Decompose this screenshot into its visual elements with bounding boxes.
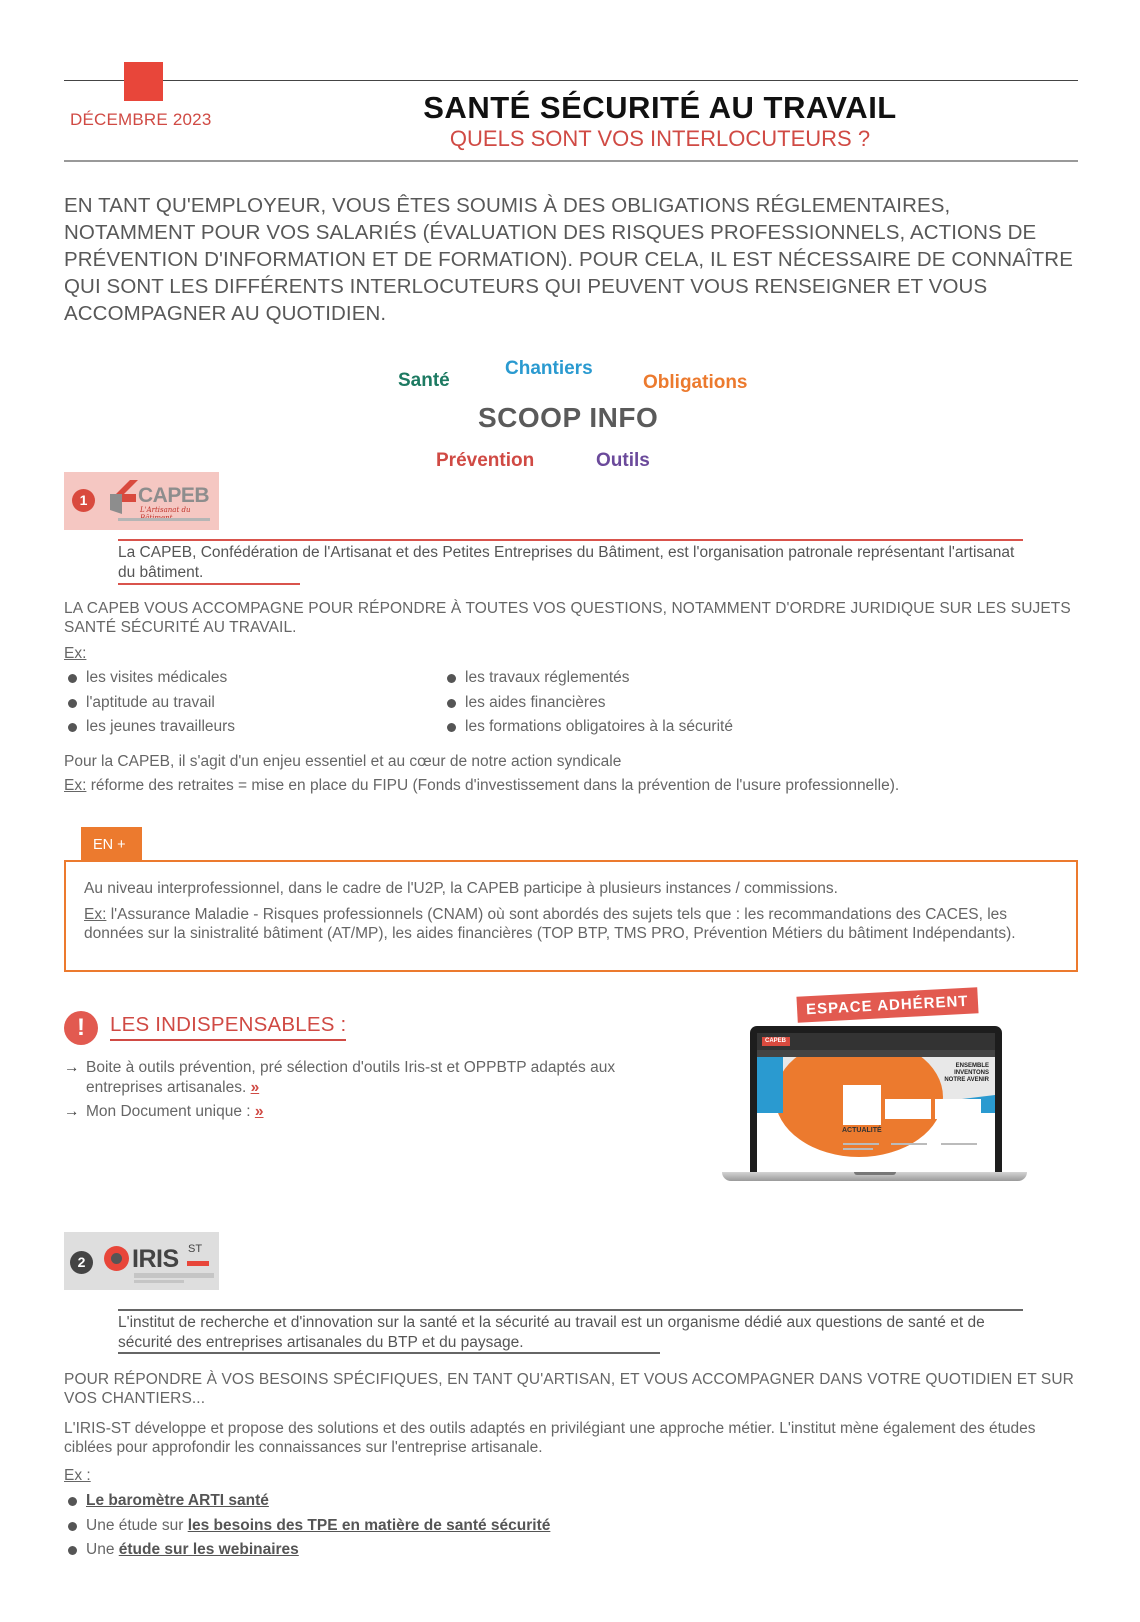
espace-adherent-badge: ESPACE ADHÉRENT	[796, 987, 978, 1022]
iris-ex-label: Ex :	[64, 1467, 91, 1484]
iris-logo-tagline	[134, 1280, 184, 1283]
screen-card	[843, 1085, 881, 1125]
boite-outils-link[interactable]: »	[250, 1079, 260, 1096]
capeb-quote-bottom-rule	[118, 583, 300, 585]
arrow-right-icon: →	[64, 1103, 80, 1120]
item-prefix: Une étude sur	[86, 1516, 188, 1534]
screen-text-line	[843, 1148, 873, 1150]
en-plus-line: Au niveau interprofessionnel, dans le cadre de l'U2P, la CAPEB participe à plusieurs instances / commissions.	[84, 880, 838, 897]
list-item	[64, 1102, 684, 1122]
section-number-badge: 2	[70, 1251, 93, 1274]
laptop-notch	[854, 1172, 896, 1175]
cloud-word-prevention: Prévention	[436, 450, 535, 471]
cloud-center-scoop-info: SCOOP INFO	[478, 402, 659, 433]
page-subtitle: QUELS SONT VOS INTERLOCUTEURS ?	[449, 126, 871, 151]
iris-eye-icon	[104, 1246, 129, 1271]
capeb-ex2-label: Ex:	[64, 777, 87, 794]
capeb-ex-label: Ex:	[64, 645, 87, 662]
screen-section-title: ACTUALITÉ	[842, 1127, 882, 1134]
capeb-bullets-right	[443, 666, 893, 740]
indispensable-text: Boite à outils prévention, pré sélection d'outils Iris-st et OPPBTP adaptés aux entreprises artisanales.	[86, 1059, 616, 1096]
capeb-logo-tagline: L'Artisanat du	[140, 506, 191, 514]
capeb-bullets-left	[64, 666, 424, 740]
list-item	[64, 1489, 764, 1514]
list-item: les travaux réglementés	[443, 666, 893, 691]
iris-description: L'IRIS-ST développe et propose des solutions et des outils adaptés en privilégiant une approche métier. L'institut mène également des études ciblées pour approfondir les connaissances sur l'entreprise artisanale.	[64, 1420, 1036, 1456]
cloud-word-obligations: Obligations	[643, 372, 748, 393]
list-item	[64, 1514, 764, 1539]
iris-st-logo	[64, 1232, 219, 1290]
screen-hero-text: ENSEMBLE INVENTONS NOTRE AVENIR	[944, 1063, 989, 1083]
en-plus-ex-text: l'Assurance Maladie - Risques professionnels (CNAM) où sont abordés des sujets tels que : les recommandations des CACES, les données sur la sinistralité bâtiment (AT/MP), les aides financières (TOP BTP, TMS PRO, Prévention Métiers du bâtiment Indépendants).	[84, 906, 1016, 942]
screen-card	[935, 1099, 981, 1119]
list-item	[64, 1058, 684, 1098]
iris-logo-bar	[187, 1261, 209, 1266]
list-item: les visites médicales	[64, 666, 424, 691]
en-plus-box	[64, 860, 1078, 972]
iris-examples	[64, 1489, 764, 1563]
indispensables-title: LES INDISPENSABLES :	[110, 1013, 346, 1041]
iris-quote-top-rule	[118, 1309, 1023, 1311]
en-plus-ex-label: Ex:	[84, 906, 107, 923]
screen-subnav	[757, 1050, 995, 1057]
exclamation-icon: !	[64, 1011, 98, 1045]
laptop-screen-frame	[750, 1026, 1002, 1172]
screen-text-line	[891, 1143, 927, 1145]
en-plus-example	[84, 905, 1060, 943]
screen-logo: CAPEB	[762, 1037, 790, 1046]
capeb-example	[64, 776, 1078, 795]
list-item: les formations obligatoires à la sécurité	[443, 715, 893, 740]
capeb-mark-icon	[108, 480, 142, 516]
iris-quote: L'institut de recherche et d'innovation sur la santé et la sécurité au travail est un organisme dédié aux questions de santé et de sécurité des entreprises artisanales du BTP et du paysage.	[118, 1314, 985, 1351]
screen-text-line	[843, 1143, 879, 1145]
etude-webinaires-link[interactable]: étude sur les webinaires	[118, 1541, 299, 1558]
besoins-tpe-link[interactable]: les besoins des TPE en matière de santé sécurité	[187, 1516, 551, 1534]
en-plus-tab: EN +	[81, 827, 142, 861]
intro-paragraph: EN TANT QU'EMPLOYEUR, VOUS ÊTES SOUMIS À DES OBLIGATIONS RÉGLEMENTAIRES, NOTAMMENT POUR VOS SALARIÉS (ÉVALUATION DES RISQUES PROFESSIONNELS, ACTIONS DE PRÉVENTION D'INFORMATION ET DE FORMATION). POUR CELA, IL EST NÉCESSAIRE DE CONNAÎTRE QUI SONT LES DIFFÉRENTS INTERLOCUTEURS QUI PEUVENT VOUS RENSEIGNER ET VOUS ACCOMPAGNER AU QUOTIDIEN.	[64, 194, 1073, 325]
screen-text-line	[941, 1143, 977, 1145]
iris-lead: POUR RÉPONDRE À VOS BESOINS SPÉCIFIQUES, EN TANT QU'ARTISAN, ET VOUS ACCOMPAGNER DANS VOTRE QUOTIDIEN ET SUR VOS CHANTIERS...	[64, 1371, 1074, 1407]
indispensable-text: Mon Document unique :	[86, 1103, 255, 1120]
indispensables-list	[64, 1058, 684, 1126]
capeb-logo	[64, 472, 219, 530]
iris-quote-bottom-rule	[118, 1352, 660, 1354]
list-item: les aides financières	[443, 691, 893, 716]
cloud-word-chantiers: Chantiers	[505, 358, 593, 379]
list-item: l'aptitude au travail	[64, 691, 424, 716]
capeb-logo-underline	[118, 518, 210, 521]
page-title: SANTÉ SÉCURITÉ AU TRAVAIL	[423, 90, 897, 125]
item-prefix: Une	[86, 1541, 119, 1558]
capeb-ex2-text: réforme des retraites = mise en place du FIPU (Fonds d'investissement dans la prévention de l'usure professionnelle).	[86, 777, 900, 794]
capeb-logo-text: CAPEB	[138, 484, 210, 507]
barometre-arti-sante-link[interactable]: Le baromètre ARTI santé	[86, 1492, 269, 1509]
header-top-rule	[64, 80, 1078, 81]
list-item	[64, 1538, 764, 1563]
screen-blue-shape	[757, 1057, 783, 1113]
arrow-right-icon: →	[64, 1059, 80, 1076]
screen-nav	[757, 1033, 995, 1050]
iris-logo-tagline	[134, 1273, 214, 1278]
cloud-word-outils: Outils	[596, 450, 650, 471]
list-item: les jeunes travailleurs	[64, 715, 424, 740]
capeb-quote-top-rule	[118, 539, 1023, 541]
iris-logo-sup: ST	[188, 1243, 203, 1255]
espace-adherent-laptop-image[interactable]	[722, 992, 1027, 1190]
issue-date: DÉCEMBRE 2023	[70, 110, 212, 129]
capeb-quote: La CAPEB, Confédération de l'Artisanat et des Petites Entreprises du Bâtiment, est l'organisation patronale représentant l'artisanat du bâtiment.	[118, 544, 1015, 581]
screen-card	[885, 1099, 931, 1119]
brand-square	[124, 62, 163, 101]
cloud-word-sante: Santé	[398, 370, 450, 391]
iris-logo-text: IRIS	[132, 1245, 179, 1273]
section-number-badge: 1	[72, 489, 95, 512]
laptop-screen	[757, 1033, 995, 1172]
header-bottom-rule	[64, 160, 1078, 162]
capeb-lead: LA CAPEB VOUS ACCOMPAGNE POUR RÉPONDRE À TOUTES VOS QUESTIONS, NOTAMMENT D'ORDRE JURIDIQUE SUR LES SUJETS SANTÉ SÉCURITÉ AU TRAVAIL.	[64, 600, 1071, 636]
document-unique-link[interactable]: »	[254, 1103, 264, 1120]
capeb-enjeu: Pour la CAPEB, il s'agit d'un enjeu essentiel et au cœur de notre action syndicale	[64, 753, 622, 770]
